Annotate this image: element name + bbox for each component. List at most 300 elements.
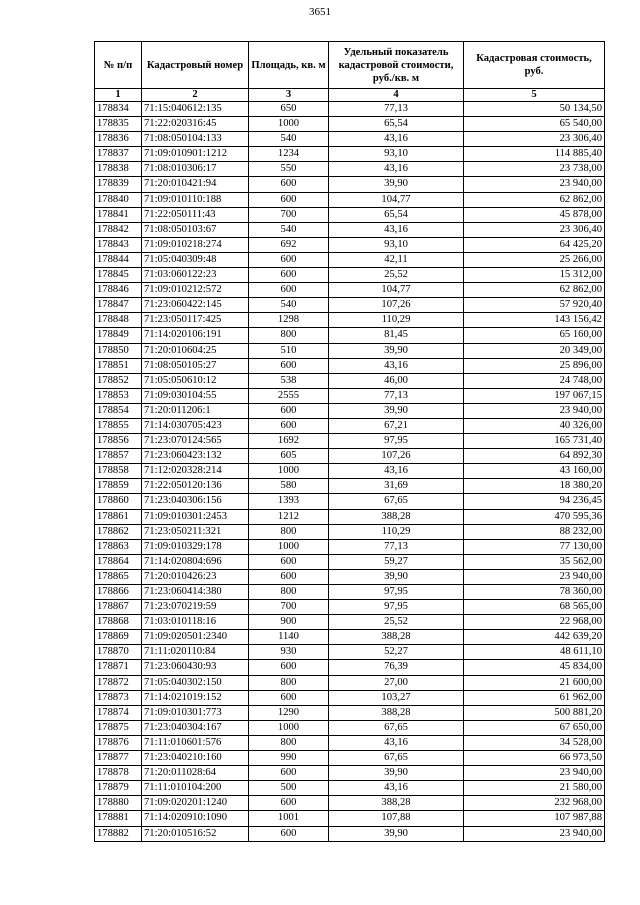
cadastral-value-cell: 165 731,40 (464, 434, 605, 449)
cadastral-value-cell: 61 962,00 (464, 690, 605, 705)
cadastral-value-cell: 24 748,00 (464, 373, 605, 388)
unit-value-cell: 388,28 (329, 630, 464, 645)
unit-value-cell: 39,90 (329, 826, 464, 841)
row-number-cell: 178843 (95, 237, 142, 252)
cadastral-number-cell: 71:22:050120:136 (142, 479, 249, 494)
table-row (95, 569, 605, 584)
unit-value-cell: 43,16 (329, 162, 464, 177)
cadastral-number-cell: 71:05:040309:48 (142, 252, 249, 267)
unit-value-cell: 97,95 (329, 585, 464, 600)
area-cell: 2555 (249, 388, 329, 403)
row-number-cell: 178854 (95, 403, 142, 418)
cadastral-value-cell: 62 862,00 (464, 192, 605, 207)
table-row (95, 237, 605, 252)
cadastral-number-cell: 71:09:010212:572 (142, 283, 249, 298)
table-row (95, 283, 605, 298)
table-row (95, 403, 605, 418)
row-number-cell: 178860 (95, 494, 142, 509)
cadastral-number-cell: 71:14:020804:696 (142, 554, 249, 569)
area-cell: 800 (249, 524, 329, 539)
area-cell: 700 (249, 207, 329, 222)
area-cell: 600 (249, 796, 329, 811)
table-row (95, 222, 605, 237)
table-row (95, 268, 605, 283)
cadastral-value-cell: 23 940,00 (464, 177, 605, 192)
header-unit-value: Удельный показатель кадастровой стоимости, руб./кв. м (329, 42, 464, 89)
row-number-cell: 178879 (95, 781, 142, 796)
table-row (95, 630, 605, 645)
row-number-cell: 178852 (95, 373, 142, 388)
row-number-cell: 178845 (95, 268, 142, 283)
unit-value-cell: 43,16 (329, 222, 464, 237)
cadastral-value-cell: 25 896,00 (464, 358, 605, 373)
page-number: 3651 (309, 6, 331, 18)
area-cell: 700 (249, 600, 329, 615)
cadastral-value-cell: 77 130,00 (464, 539, 605, 554)
table-row (95, 328, 605, 343)
area-cell: 600 (249, 418, 329, 433)
area-cell: 1393 (249, 494, 329, 509)
cadastral-value-cell: 197 067,15 (464, 388, 605, 403)
cadastral-number-cell: 71:20:010604:25 (142, 343, 249, 358)
row-number-cell: 178837 (95, 147, 142, 162)
cadastral-value-cell: 25 266,00 (464, 252, 605, 267)
cadastral-value-cell: 23 940,00 (464, 569, 605, 584)
area-cell: 600 (249, 192, 329, 207)
column-number: 3 (249, 89, 329, 102)
cadastral-number-cell: 71:08:010306:17 (142, 162, 249, 177)
row-number-cell: 178875 (95, 720, 142, 735)
unit-value-cell: 67,65 (329, 494, 464, 509)
table-body (95, 102, 605, 842)
table-row (95, 720, 605, 735)
unit-value-cell: 27,00 (329, 675, 464, 690)
area-cell: 1000 (249, 720, 329, 735)
cadastral-number-cell: 71:09:010301:2453 (142, 509, 249, 524)
area-cell: 930 (249, 645, 329, 660)
cadastral-value-cell: 232 968,00 (464, 796, 605, 811)
unit-value-cell: 43,16 (329, 735, 464, 750)
cadastral-number-cell: 71:09:010901:1212 (142, 147, 249, 162)
cadastral-value-cell: 57 920,40 (464, 298, 605, 313)
unit-value-cell: 25,52 (329, 268, 464, 283)
row-number-cell: 178841 (95, 207, 142, 222)
row-number-cell: 178858 (95, 464, 142, 479)
area-cell: 600 (249, 569, 329, 584)
area-cell: 800 (249, 675, 329, 690)
area-cell: 1212 (249, 509, 329, 524)
cadastral-value-cell: 40 326,00 (464, 418, 605, 433)
row-number-cell: 178838 (95, 162, 142, 177)
row-number-cell: 178835 (95, 117, 142, 132)
area-cell: 692 (249, 237, 329, 252)
cadastral-value-cell: 470 595,36 (464, 509, 605, 524)
unit-value-cell: 39,90 (329, 343, 464, 358)
cadastral-value-cell: 45 878,00 (464, 207, 605, 222)
area-cell: 605 (249, 449, 329, 464)
row-number-cell: 178849 (95, 328, 142, 343)
cadastral-value-cell: 114 885,40 (464, 147, 605, 162)
unit-value-cell: 104,77 (329, 192, 464, 207)
unit-value-cell: 107,88 (329, 811, 464, 826)
table-row (95, 177, 605, 192)
table-row (95, 117, 605, 132)
unit-value-cell: 110,29 (329, 524, 464, 539)
row-number-cell: 178882 (95, 826, 142, 841)
cadastral-value-cell: 107 987,88 (464, 811, 605, 826)
row-number-cell: 178856 (95, 434, 142, 449)
table-row (95, 585, 605, 600)
row-number-cell: 178840 (95, 192, 142, 207)
table-row (95, 418, 605, 433)
cadastral-number-cell: 71:09:010329:178 (142, 539, 249, 554)
cadastral-value-cell: 88 232,00 (464, 524, 605, 539)
cadastral-number-cell: 71:05:050610:12 (142, 373, 249, 388)
table-row (95, 675, 605, 690)
area-cell: 600 (249, 690, 329, 705)
table-row (95, 811, 605, 826)
unit-value-cell: 388,28 (329, 509, 464, 524)
row-number-cell: 178851 (95, 358, 142, 373)
cadastral-value-cell: 442 639,20 (464, 630, 605, 645)
area-cell: 990 (249, 751, 329, 766)
cadastral-value-cell: 66 973,50 (464, 751, 605, 766)
cadastral-number-cell: 71:11:010601:576 (142, 735, 249, 750)
cadastral-number-cell: 71:14:020106:191 (142, 328, 249, 343)
cadastral-number-cell: 71:09:030104:55 (142, 388, 249, 403)
cadastral-number-cell: 71:20:010421:94 (142, 177, 249, 192)
row-number-cell: 178881 (95, 811, 142, 826)
unit-value-cell: 93,10 (329, 237, 464, 252)
table-row (95, 434, 605, 449)
unit-value-cell: 65,54 (329, 117, 464, 132)
area-cell: 600 (249, 358, 329, 373)
cadastral-value-table (94, 41, 605, 842)
table-row (95, 479, 605, 494)
cadastral-value-cell: 43 160,00 (464, 464, 605, 479)
unit-value-cell: 43,16 (329, 464, 464, 479)
table-row (95, 373, 605, 388)
cadastral-value-cell: 34 528,00 (464, 735, 605, 750)
unit-value-cell: 77,13 (329, 388, 464, 403)
column-number: 2 (142, 89, 249, 102)
row-number-cell: 178877 (95, 751, 142, 766)
cadastral-number-cell: 71:20:011206:1 (142, 403, 249, 418)
area-cell: 600 (249, 766, 329, 781)
header-row-number: № п/п (95, 42, 142, 89)
cadastral-value-cell: 23 940,00 (464, 826, 605, 841)
area-cell: 600 (249, 177, 329, 192)
table-row (95, 298, 605, 313)
table-row (95, 343, 605, 358)
cadastral-number-cell: 71:03:010118:16 (142, 615, 249, 630)
row-number-cell: 178859 (95, 479, 142, 494)
column-number: 4 (329, 89, 464, 102)
cadastral-number-cell: 71:23:050211:321 (142, 524, 249, 539)
table-header-row (95, 42, 605, 89)
table-row (95, 645, 605, 660)
cadastral-number-cell: 71:09:020201:1240 (142, 796, 249, 811)
table-row (95, 705, 605, 720)
cadastral-value-cell: 64 892,30 (464, 449, 605, 464)
area-cell: 800 (249, 585, 329, 600)
area-cell: 600 (249, 826, 329, 841)
unit-value-cell: 104,77 (329, 283, 464, 298)
cadastral-number-cell: 71:20:011028:64 (142, 766, 249, 781)
area-cell: 600 (249, 403, 329, 418)
table-row (95, 449, 605, 464)
cadastral-number-cell: 71:23:060423:132 (142, 449, 249, 464)
row-number-cell: 178855 (95, 418, 142, 433)
area-cell: 540 (249, 132, 329, 147)
row-number-cell: 178878 (95, 766, 142, 781)
unit-value-cell: 43,16 (329, 358, 464, 373)
cadastral-number-cell: 71:22:050111:43 (142, 207, 249, 222)
cadastral-value-cell: 21 580,00 (464, 781, 605, 796)
area-cell: 1000 (249, 117, 329, 132)
cadastral-value-cell: 500 881,20 (464, 705, 605, 720)
cadastral-value-cell: 23 940,00 (464, 403, 605, 418)
row-number-cell: 178834 (95, 102, 142, 117)
table-row (95, 524, 605, 539)
area-cell: 1000 (249, 464, 329, 479)
cadastral-value-cell: 48 611,10 (464, 645, 605, 660)
table-row (95, 494, 605, 509)
unit-value-cell: 52,27 (329, 645, 464, 660)
unit-value-cell: 97,95 (329, 600, 464, 615)
row-number-cell: 178853 (95, 388, 142, 403)
table-row (95, 358, 605, 373)
area-cell: 650 (249, 102, 329, 117)
unit-value-cell: 31,69 (329, 479, 464, 494)
cadastral-number-cell: 71:09:010301:773 (142, 705, 249, 720)
row-number-cell: 178847 (95, 298, 142, 313)
table-row (95, 252, 605, 267)
row-number-cell: 178873 (95, 690, 142, 705)
row-number-cell: 178872 (95, 675, 142, 690)
cadastral-number-cell: 71:23:050117:425 (142, 313, 249, 328)
row-number-cell: 178871 (95, 660, 142, 675)
area-cell: 1290 (249, 705, 329, 720)
row-number-cell: 178862 (95, 524, 142, 539)
area-cell: 1234 (249, 147, 329, 162)
unit-value-cell: 39,90 (329, 766, 464, 781)
cadastral-number-cell: 71:09:020501:2340 (142, 630, 249, 645)
header-cadastral-value: Кадастровая стоимость, руб. (464, 42, 605, 89)
unit-value-cell: 46,00 (329, 373, 464, 388)
table-row (95, 132, 605, 147)
unit-value-cell: 107,26 (329, 449, 464, 464)
row-number-cell: 178836 (95, 132, 142, 147)
unit-value-cell: 97,95 (329, 434, 464, 449)
area-cell: 600 (249, 252, 329, 267)
cadastral-number-cell: 71:14:030705:423 (142, 418, 249, 433)
row-number-cell: 178850 (95, 343, 142, 358)
cadastral-value-cell: 64 425,20 (464, 237, 605, 252)
cadastral-number-cell: 71:23:040304:167 (142, 720, 249, 735)
table-row (95, 751, 605, 766)
table-row (95, 539, 605, 554)
unit-value-cell: 39,90 (329, 569, 464, 584)
row-number-cell: 178868 (95, 615, 142, 630)
unit-value-cell: 42,11 (329, 252, 464, 267)
column-number: 5 (464, 89, 605, 102)
cadastral-number-cell: 71:23:040306:156 (142, 494, 249, 509)
row-number-cell: 178874 (95, 705, 142, 720)
unit-value-cell: 93,10 (329, 147, 464, 162)
table-row (95, 660, 605, 675)
table-row (95, 690, 605, 705)
cadastral-number-cell: 71:20:010426:23 (142, 569, 249, 584)
unit-value-cell: 43,16 (329, 781, 464, 796)
area-cell: 550 (249, 162, 329, 177)
area-cell: 1140 (249, 630, 329, 645)
area-cell: 538 (249, 373, 329, 388)
row-number-cell: 178876 (95, 735, 142, 750)
table-row (95, 102, 605, 117)
cadastral-number-cell: 71:11:020110:84 (142, 645, 249, 660)
cadastral-value-cell: 23 306,40 (464, 132, 605, 147)
cadastral-number-cell: 71:03:060122:23 (142, 268, 249, 283)
row-number-cell: 178864 (95, 554, 142, 569)
unit-value-cell: 43,16 (329, 132, 464, 147)
unit-value-cell: 67,65 (329, 720, 464, 735)
table-row (95, 796, 605, 811)
cadastral-number-cell: 71:05:040302:150 (142, 675, 249, 690)
table-row (95, 207, 605, 222)
table-row (95, 735, 605, 750)
cadastral-value-cell: 22 968,00 (464, 615, 605, 630)
unit-value-cell: 77,13 (329, 539, 464, 554)
row-number-cell: 178863 (95, 539, 142, 554)
area-cell: 800 (249, 735, 329, 750)
area-cell: 600 (249, 268, 329, 283)
cadastral-value-cell: 45 834,00 (464, 660, 605, 675)
unit-value-cell: 65,54 (329, 207, 464, 222)
table-row (95, 600, 605, 615)
area-cell: 1692 (249, 434, 329, 449)
cadastral-value-cell: 65 160,00 (464, 328, 605, 343)
table-row (95, 313, 605, 328)
area-cell: 600 (249, 660, 329, 675)
cadastral-value-cell: 23 940,00 (464, 766, 605, 781)
area-cell: 580 (249, 479, 329, 494)
cadastral-value-cell: 23 738,00 (464, 162, 605, 177)
row-number-cell: 178869 (95, 630, 142, 645)
table-row (95, 554, 605, 569)
cadastral-value-cell: 18 380,20 (464, 479, 605, 494)
table-row (95, 192, 605, 207)
unit-value-cell: 388,28 (329, 796, 464, 811)
area-cell: 600 (249, 283, 329, 298)
column-number: 1 (95, 89, 142, 102)
cadastral-number-cell: 71:09:010218:274 (142, 237, 249, 252)
cadastral-number-cell: 71:14:020910:1090 (142, 811, 249, 826)
table-row (95, 147, 605, 162)
row-number-cell: 178842 (95, 222, 142, 237)
row-number-cell: 178848 (95, 313, 142, 328)
cadastral-number-cell: 71:09:010110:188 (142, 192, 249, 207)
unit-value-cell: 103,27 (329, 690, 464, 705)
cadastral-number-cell: 71:23:060422:145 (142, 298, 249, 313)
area-cell: 500 (249, 781, 329, 796)
unit-value-cell: 77,13 (329, 102, 464, 117)
unit-value-cell: 76,39 (329, 660, 464, 675)
header-area: Площадь, кв. м (249, 42, 329, 89)
table-row (95, 162, 605, 177)
cadastral-number-cell: 71:23:040210:160 (142, 751, 249, 766)
table-row (95, 615, 605, 630)
cadastral-value-cell: 35 562,00 (464, 554, 605, 569)
table-row (95, 509, 605, 524)
table-row (95, 766, 605, 781)
cadastral-value-cell: 23 306,40 (464, 222, 605, 237)
unit-value-cell: 110,29 (329, 313, 464, 328)
row-number-cell: 178866 (95, 585, 142, 600)
column-number-row (95, 89, 605, 102)
unit-value-cell: 39,90 (329, 403, 464, 418)
cadastral-number-cell: 71:23:060414:380 (142, 585, 249, 600)
unit-value-cell: 107,26 (329, 298, 464, 313)
cadastral-number-cell: 71:23:060430:93 (142, 660, 249, 675)
cadastral-value-cell: 50 134,50 (464, 102, 605, 117)
row-number-cell: 178870 (95, 645, 142, 660)
cadastral-value-cell: 65 540,00 (464, 117, 605, 132)
cadastral-number-cell: 71:08:050104:133 (142, 132, 249, 147)
area-cell: 1298 (249, 313, 329, 328)
row-number-cell: 178865 (95, 569, 142, 584)
cadastral-value-cell: 94 236,45 (464, 494, 605, 509)
area-cell: 540 (249, 298, 329, 313)
cadastral-number-cell: 71:20:010516:52 (142, 826, 249, 841)
cadastral-number-cell: 71:08:050103:67 (142, 222, 249, 237)
unit-value-cell: 39,90 (329, 177, 464, 192)
cadastral-value-cell: 21 600,00 (464, 675, 605, 690)
unit-value-cell: 81,45 (329, 328, 464, 343)
unit-value-cell: 388,28 (329, 705, 464, 720)
area-cell: 800 (249, 328, 329, 343)
area-cell: 510 (249, 343, 329, 358)
cadastral-value-cell: 78 360,00 (464, 585, 605, 600)
unit-value-cell: 59,27 (329, 554, 464, 569)
unit-value-cell: 67,21 (329, 418, 464, 433)
row-number-cell: 178861 (95, 509, 142, 524)
cadastral-number-cell: 71:22:020316:45 (142, 117, 249, 132)
cadastral-value-cell: 20 349,00 (464, 343, 605, 358)
cadastral-number-cell: 71:08:050105:27 (142, 358, 249, 373)
table-row (95, 388, 605, 403)
row-number-cell: 178857 (95, 449, 142, 464)
area-cell: 1001 (249, 811, 329, 826)
cadastral-number-cell: 71:12:020328:214 (142, 464, 249, 479)
area-cell: 1000 (249, 539, 329, 554)
row-number-cell: 178846 (95, 283, 142, 298)
area-cell: 900 (249, 615, 329, 630)
row-number-cell: 178867 (95, 600, 142, 615)
row-number-cell: 178880 (95, 796, 142, 811)
cadastral-value-cell: 15 312,00 (464, 268, 605, 283)
area-cell: 600 (249, 554, 329, 569)
table-row (95, 826, 605, 841)
table-row (95, 464, 605, 479)
cadastral-number-cell: 71:23:070219:59 (142, 600, 249, 615)
unit-value-cell: 25,52 (329, 615, 464, 630)
cadastral-number-cell: 71:15:040612:135 (142, 102, 249, 117)
cadastral-value-cell: 67 650,00 (464, 720, 605, 735)
row-number-cell: 178839 (95, 177, 142, 192)
row-number-cell: 178844 (95, 252, 142, 267)
area-cell: 540 (249, 222, 329, 237)
